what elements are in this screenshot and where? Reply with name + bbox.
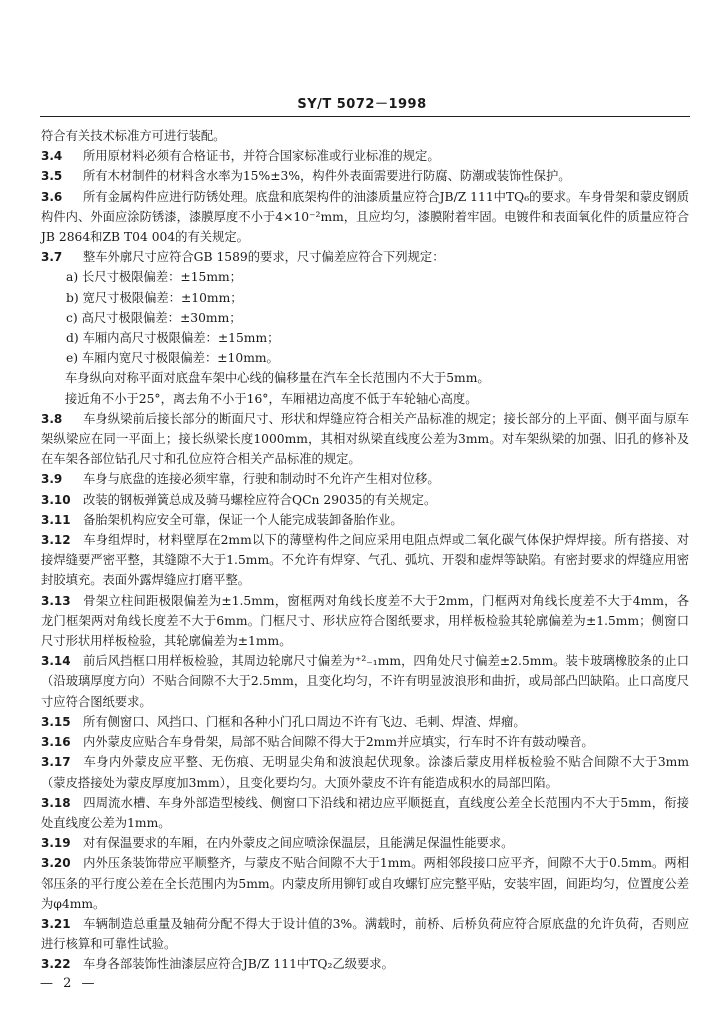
clause-3-5 bbox=[41, 166, 689, 186]
standard-code-header: SY/T 5072－1998 bbox=[297, 97, 427, 112]
clause-3-12 bbox=[41, 530, 689, 591]
tolerance-item-e: e) 车厢内宽尺寸极限偏差：±10mm。 bbox=[66, 351, 279, 366]
clause-number: 3.15 bbox=[41, 714, 71, 729]
document-body bbox=[41, 126, 689, 975]
tolerance-item-b: b) 宽尺寸极限偏差：±10mm； bbox=[66, 290, 243, 305]
clause-number: 3.12 bbox=[41, 533, 71, 548]
tolerance-item-d: d) 车厢内高尺寸极限偏差：±15mm； bbox=[66, 331, 280, 346]
clause-3-4 bbox=[41, 146, 689, 166]
clause-text: 对有保温要求的车厢，在内外蒙皮之间应喷涂保温层，且能满足保温性能要求。 bbox=[83, 836, 514, 851]
paragraph-text: 符合有关技术标准方可进行装配。 bbox=[41, 129, 226, 143]
clause-number: 3.21 bbox=[41, 916, 71, 931]
clause-3-9 bbox=[41, 469, 689, 489]
clause-number: 3.19 bbox=[41, 836, 71, 851]
page-number: — 2 — bbox=[40, 976, 98, 991]
paragraph-continued bbox=[41, 126, 689, 146]
continuation-line: 接近角不小于25°，离去角不小于16°，车厢裙边高度不低于车轮轴心高度。 bbox=[65, 391, 478, 406]
clause-3-16 bbox=[41, 732, 689, 752]
clause-3-11 bbox=[41, 510, 689, 530]
clause-text: 所有木材制件的材料含水率为15%±3%，构件外表面需要进行防腐、防潮或装饰性保护。 bbox=[83, 169, 571, 184]
clause-number: 3.13 bbox=[41, 593, 71, 608]
clause-number: 3.5 bbox=[41, 169, 63, 184]
clause-number: 3.8 bbox=[41, 411, 63, 426]
clause-text: 车身各部装饰性油漆层应符合JB/Z 111中TQ₂乙级要求。 bbox=[83, 957, 394, 972]
clause-number: 3.16 bbox=[41, 735, 71, 750]
tolerance-item-c: c) 高尺寸极限偏差：±30mm； bbox=[66, 310, 242, 325]
clause-number: 3.14 bbox=[41, 654, 71, 669]
clause-number: 3.20 bbox=[41, 856, 71, 871]
clause-3-18 bbox=[41, 793, 689, 833]
clause-3-13 bbox=[41, 591, 689, 652]
clause-text: 内外蒙皮应贴合车身骨架，局部不贴合间隙不得大于2mm并应填实，行车时不许有鼓动噪音。 bbox=[83, 735, 594, 750]
clause-number: 3.11 bbox=[41, 512, 71, 527]
clause-text: 改装的钢板弹簧总成及骑马螺栓应符合QCn 29035的有关规定。 bbox=[83, 492, 437, 507]
clause-3-22 bbox=[41, 954, 689, 974]
clause-text: 车辆制造总重量及轴荷分配不得大于设计值的3%。满载时，前桥、后桥负荷应符合原底盘的允许负荷，否则应进行核算和可靠性试验。 bbox=[41, 916, 689, 952]
clause-3-7 bbox=[41, 247, 689, 267]
clause-text: 车身组焊时，材料壁厚在2mm以下的薄壁构件之间应采用电阻点焊或二氧化碳气体保护焊焊接。所有搭接、对接焊缝要严密平整，其缝隙不大于1.5mm。不允许有焊穿、气孔、弧坑、开裂和虚焊等缺陷。有密封要求的焊缝应用密封胶填充。表面外露焊缝应打磨平整。 bbox=[41, 533, 689, 588]
clause-number: 3.18 bbox=[41, 795, 71, 810]
tolerance-item-a: a) 长尺寸极限偏差：±15mm； bbox=[66, 270, 242, 285]
clause-3-8 bbox=[41, 409, 689, 470]
clause-3-19 bbox=[41, 833, 689, 853]
clause-text: 所用原材料必须有合格证书，并符合国家标准或行业标准的规定。 bbox=[83, 149, 440, 164]
clause-3-20 bbox=[41, 853, 689, 914]
clause-text: 所有侧窗口、风挡口、门框和各种小门孔口周边不许有飞边、毛刺、焊渣、焊瘤。 bbox=[83, 714, 526, 729]
clause-3-14 bbox=[41, 651, 689, 712]
clause-text: 内外压条装饰带应平顺整齐，与蒙皮不贴合间隙不大于1mm。两相邻段接口应平齐，间隙不大于0.5mm。两相邻压条的平行度公差在全长范围内为5mm。内蒙皮所用铆钉或自攻螺钉应完整平贴，安装牢固，间距均匀，位置度公差为φ4mm。 bbox=[41, 856, 689, 911]
clause-number: 3.9 bbox=[41, 472, 63, 487]
clause-number: 3.7 bbox=[41, 250, 63, 265]
clause-text: 骨架立柱间距极限偏差为±1.5mm，窗框两对角线长度差不大于2mm，门框两对角线长度差不大于4mm，各龙门框架两对角线长度差不大于6mm。门框尺寸、形状应符合图纸要求，用样板检验其轮廓偏差为±1.5mm；侧窗口尺寸形状用样板检验，其轮廓偏差为±1mm。 bbox=[41, 593, 689, 649]
clause-3-17 bbox=[41, 752, 689, 792]
clause-text: 车身与底盘的连接必须牢靠，行驶和制动时不允许产生相对位移。 bbox=[83, 472, 440, 487]
clause-text: 整车外廓尺寸应符合GB 1589的要求，尺寸偏差应符合下列规定： bbox=[83, 250, 445, 265]
clause-number: 3.10 bbox=[41, 492, 71, 507]
header-rule bbox=[40, 116, 690, 117]
clause-text: 前后风挡框口用样板检验，其周边轮廓尺寸偏差为⁺²₋₁mm，四角处尺寸偏差±2.5mm。装卡玻璃橡胶条的止口（沿玻璃厚度方向）不贴合间隙不大于2.5mm，且变化均匀，不许有明显波浪形和曲折，或局部凸凹缺陷。止口高度尺寸应符合图纸要求。 bbox=[41, 654, 689, 709]
clause-3-6 bbox=[41, 187, 689, 248]
clause-number: 3.4 bbox=[41, 149, 63, 164]
clause-number: 3.6 bbox=[41, 189, 63, 204]
clause-text: 车身内外蒙皮应平整、无伤痕、无明显尖角和波浪起伏现象。涂漆后蒙皮用样板检验不贴合间隙不大于3mm（蒙皮搭接处为蒙皮厚度加3mm），且变化要均匀。大顶外蒙皮不许有能造成积水的局部凹陷。 bbox=[41, 755, 689, 790]
clause-text: 四周流水槽、车身外部造型棱线、侧窗口下沿线和裙边应平顺挺直，直线度公差全长范围内不大于5mm，衔接处直线度公差为1mm。 bbox=[41, 795, 689, 830]
clause-number: 3.17 bbox=[41, 755, 71, 770]
clause-3-15 bbox=[41, 712, 689, 732]
clause-text: 车身纵梁前后接长部分的断面尺寸、形状和焊缝应符合相关产品标准的规定；接长部分的上平面、侧平面与原车架纵梁应在同一平面上；接长纵梁长度1000mm，其相对纵梁直线度公差为3mm。对车架纵梁的加强、旧孔的修补及在车架各部位钻孔尺寸和孔位应符合相关产品标准的规定。 bbox=[41, 411, 689, 467]
clause-number: 3.22 bbox=[41, 957, 71, 972]
clause-3-10 bbox=[41, 490, 689, 510]
continuation-line: 车身纵向对称平面对底盘车架中心线的偏移量在汽车全长范围内不大于5mm。 bbox=[65, 371, 490, 386]
clause-text: 备胎架机构应安全可靠，保证一个人能完成装卸备胎作业。 bbox=[83, 512, 403, 527]
clause-3-21 bbox=[41, 914, 689, 954]
clause-text: 所有金属构件应进行防锈处理。底盘和底架构件的油漆质量应符合JB/Z 111中TQ₆的要求。车身骨架和蒙皮钢质构件内、外面应涂防锈漆，漆膜厚度不小于4×10⁻²mm，且应均匀，漆膜附着牢固。电镀件和表面氧化件的质量应符合JB 2864和ZB T04 004的有关规定。 bbox=[41, 189, 690, 245]
